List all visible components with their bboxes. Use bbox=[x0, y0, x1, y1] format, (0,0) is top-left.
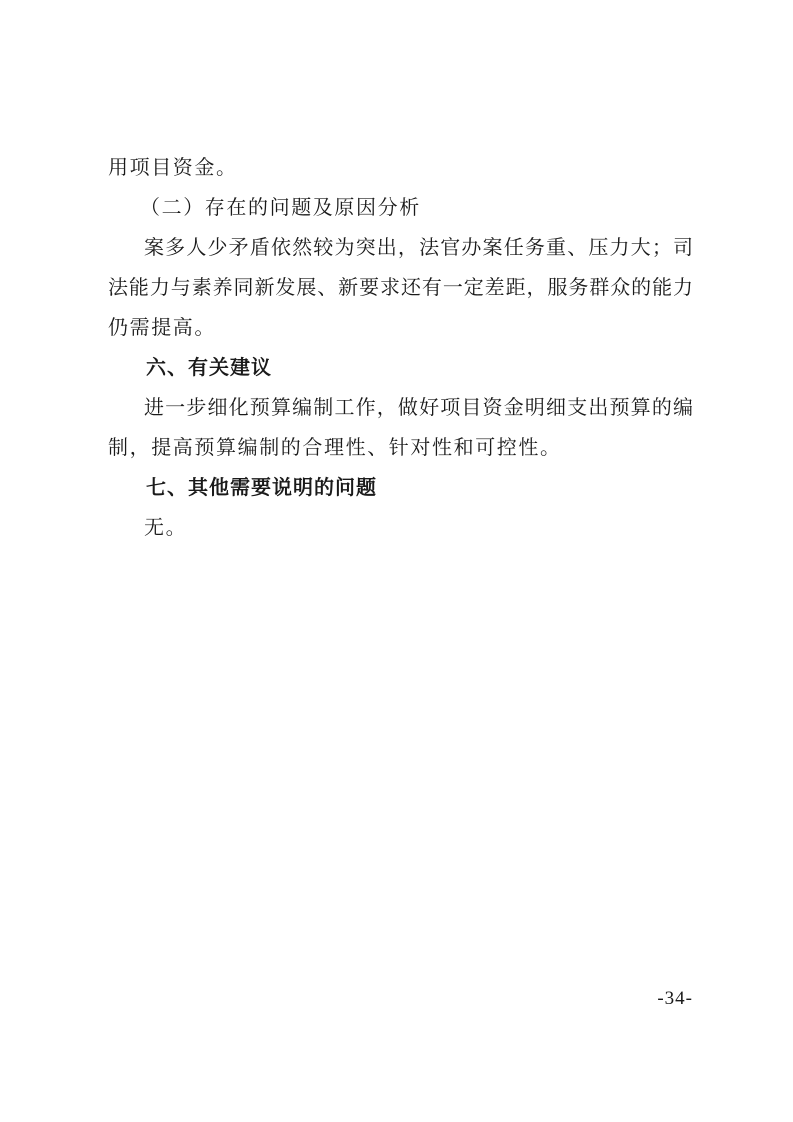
paragraph-line: 进一步细化预算编制工作，做好项目资金明细支出预算的编 bbox=[144, 395, 693, 419]
paragraph-line: 制，提高预算编制的合理性、针对性和可控性。 bbox=[108, 435, 562, 459]
paragraph-line: 无。 bbox=[144, 515, 188, 539]
paragraph-line-continuation: 用项目资金。 bbox=[108, 155, 238, 179]
paragraph-line: 仍需提高。 bbox=[108, 315, 216, 339]
page-number: -34- bbox=[657, 988, 693, 1009]
document-body bbox=[108, 147, 693, 547]
section-heading-suggestions: 六、有关建议 bbox=[146, 355, 272, 379]
paragraph-line: 法能力与素养同新发展、新要求还有一定差距，服务群众的能力 bbox=[108, 275, 693, 299]
section-heading-other-notes: 七、其他需要说明的问题 bbox=[146, 475, 377, 499]
section-subheading-problems: （二）存在的问题及原因分析 bbox=[140, 195, 421, 219]
paragraph-line: 案多人少矛盾依然较为突出，法官办案任务重、压力大；司 bbox=[144, 235, 693, 259]
